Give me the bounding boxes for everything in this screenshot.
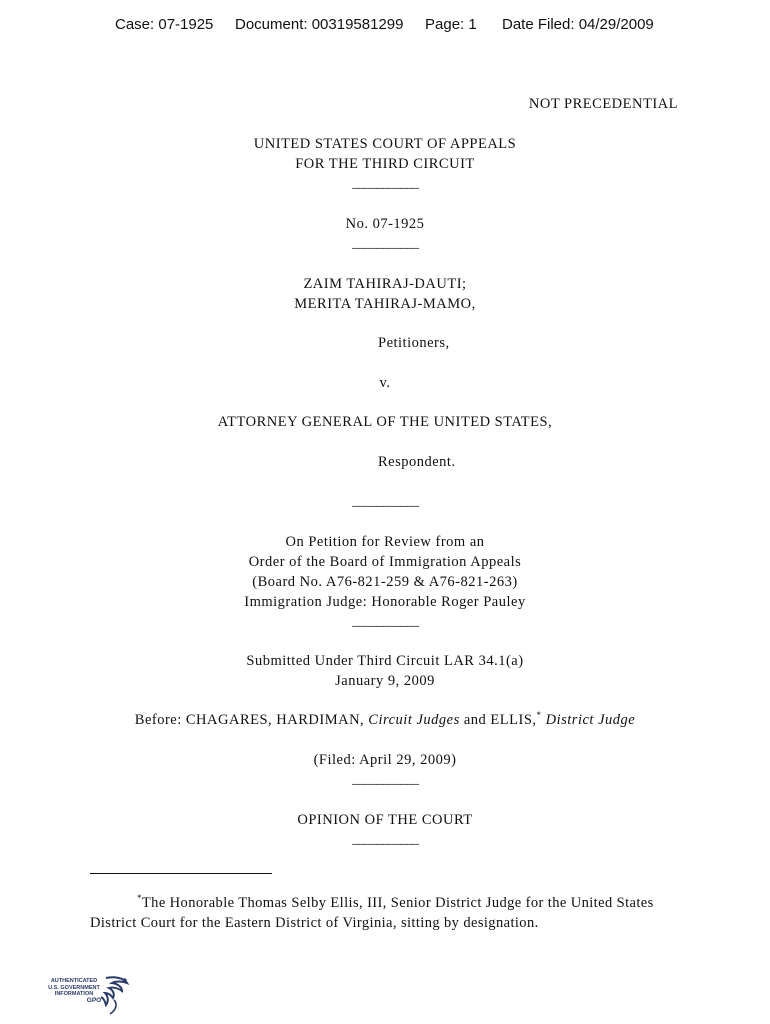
precedential-status: NOT PRECEDENTIAL: [528, 96, 678, 112]
gpo-authentication-logo: [42, 972, 132, 1018]
gpo-logo-mark: GPO: [86, 997, 102, 1004]
filed-date: (Filed: April 29, 2009): [313, 752, 457, 768]
header-date-filed: Date Filed: 04/29/2009: [502, 16, 654, 33]
panel-circuit-title: Circuit Judges: [368, 712, 460, 728]
petition-line-4: Immigration Judge: Honorable Roger Pauley: [244, 594, 526, 610]
header-page-number: Page: 1: [425, 16, 477, 33]
submission-date: January 9, 2009: [335, 673, 435, 689]
panel-and-ellis: and ELLIS,: [459, 712, 537, 728]
respondent-role: Respondent.: [378, 454, 456, 470]
petitioner-name-1: ZAIM TAHIRAJ-DAUTI;: [303, 276, 467, 292]
versus: v.: [379, 375, 391, 391]
respondent-name: ATTORNEY GENERAL OF THE UNITED STATES,: [217, 414, 553, 430]
footnote-text-1: The Honorable Thomas Selby Ellis, III, Senior District Judge for the United States: [141, 895, 654, 911]
panel-before: Before: CHAGARES, HARDIMAN,: [134, 712, 369, 728]
gpo-logo-text-1: AUTHENTICATED: [50, 978, 98, 984]
separator-line: ___________: [352, 236, 418, 251]
footnote-marker: *: [137, 893, 142, 904]
court-name-line2: FOR THE THIRD CIRCUIT: [295, 156, 475, 172]
footnote-line-1: [137, 893, 654, 913]
gpo-logo-text-3: INFORMATION: [54, 991, 94, 997]
panel-judges: [0, 710, 770, 730]
court-name-line1: UNITED STATES COURT OF APPEALS: [253, 136, 517, 152]
separator-line: ___________: [352, 832, 418, 847]
separator-line: ___________: [352, 494, 418, 509]
header-document-number: Document: 00319581299: [235, 16, 404, 33]
gpo-logo-text-2: U.S. GOVERNMENT: [48, 984, 100, 991]
separator-line: ___________: [352, 176, 418, 191]
separator-line: ___________: [352, 614, 418, 629]
opinion-title: OPINION OF THE COURT: [297, 812, 473, 828]
petition-line-3: (Board No. A76-821-259 & A76-821-263): [252, 574, 518, 590]
petitioner-name-2: MERITA TAHIRAJ-MAMO,: [294, 296, 476, 312]
footnote-divider: [90, 873, 272, 874]
header-case-number: Case: 07-1925: [115, 16, 214, 33]
eagle-icon: [100, 974, 130, 1018]
separator-line: ___________: [352, 772, 418, 787]
petitioners-role: Petitioners,: [378, 335, 450, 351]
footnote-reference-marker: *: [536, 710, 542, 721]
submission-line-1: Submitted Under Third Circuit LAR 34.1(a): [246, 653, 524, 669]
panel-district-title: District Judge: [541, 712, 636, 728]
footnote-line-2: District Court for the Eastern District of Virginia, sitting by designation.: [90, 915, 539, 931]
case-number: No. 07-1925: [345, 216, 425, 232]
petition-line-2: Order of the Board of Immigration Appeals: [248, 554, 522, 570]
petition-line-1: On Petition for Review from an: [285, 534, 485, 550]
